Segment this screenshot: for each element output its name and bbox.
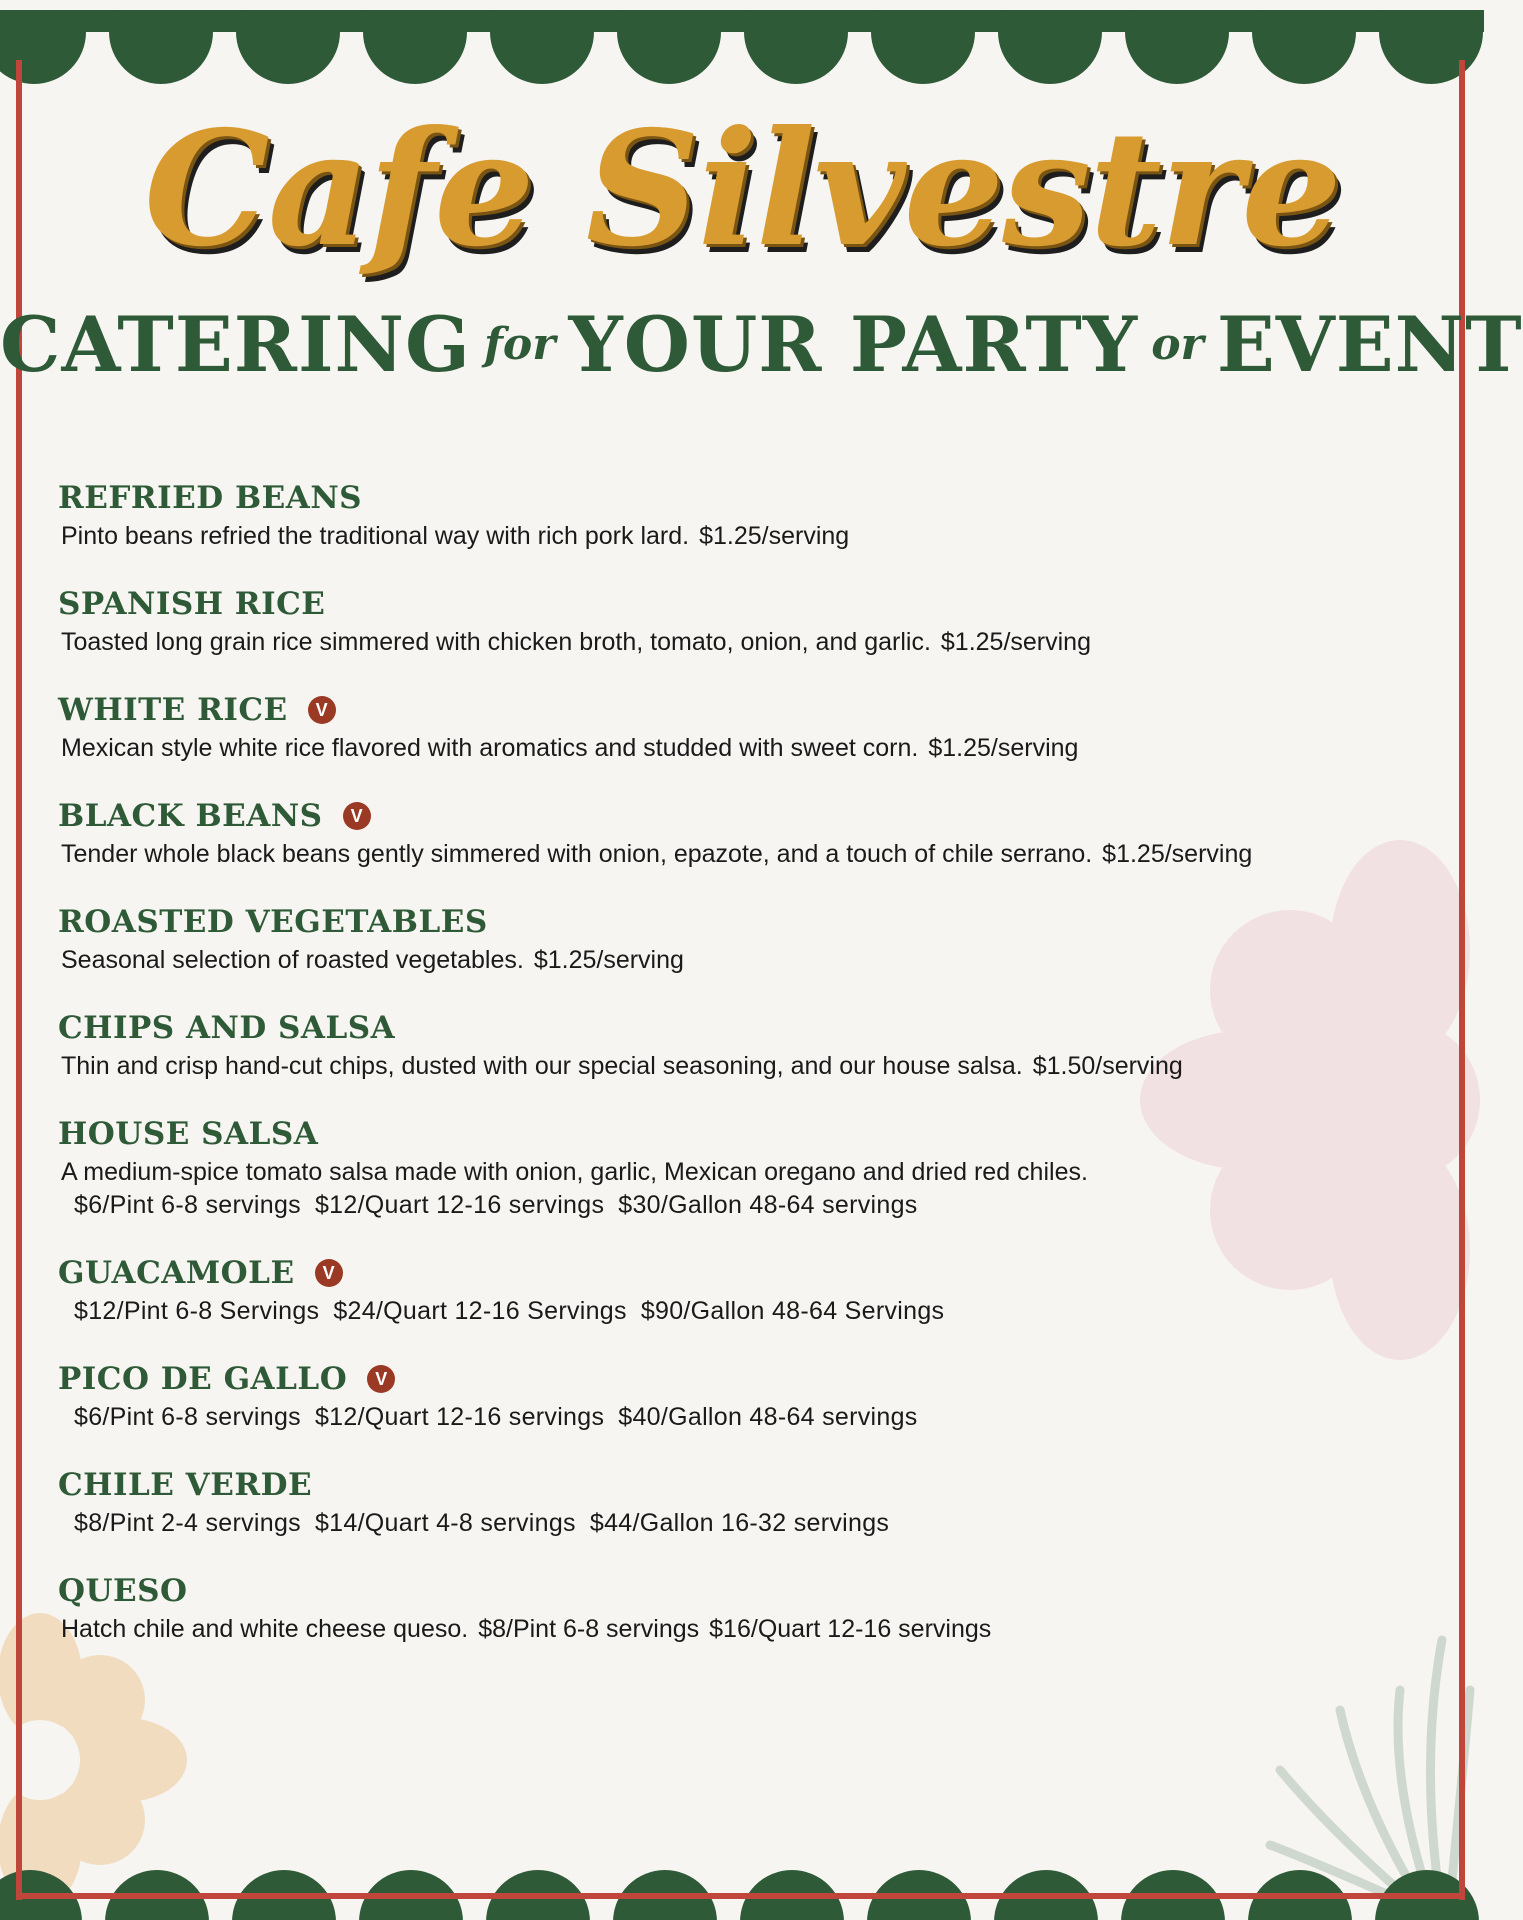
item-price: $1.25/serving bbox=[699, 522, 850, 550]
item-price: $1.25/serving bbox=[1102, 840, 1253, 868]
menu-item-spanish-rice bbox=[58, 582, 1418, 659]
item-price: $1.25/serving bbox=[533, 946, 684, 974]
item-name: QUESO bbox=[58, 1573, 188, 1609]
item-name: GUACAMOLE bbox=[58, 1255, 295, 1291]
price-pint: $6/Pint 6-8 servings bbox=[74, 1403, 301, 1431]
vegetarian-badge-icon: V bbox=[315, 1259, 343, 1287]
item-price: $1.25/serving bbox=[928, 734, 1079, 762]
price-gallon: $30/Gallon 48-64 servings bbox=[618, 1191, 918, 1219]
tagline-catering: CATERING bbox=[0, 300, 471, 389]
price-gallon: $90/Gallon 48-64 Servings bbox=[640, 1297, 945, 1325]
item-name: WHITE RICE bbox=[58, 692, 288, 728]
item-name: CHIPS AND SALSA bbox=[58, 1010, 396, 1046]
item-description: Tender whole black beans gently simmered with onion, epazote, and a touch of chile serrano. $1.25/serving bbox=[61, 840, 1253, 868]
price-quart: $24/Quart 12-16 Servings bbox=[333, 1297, 627, 1325]
menu-item-chile-verde bbox=[58, 1463, 1418, 1540]
item-name: SPANISH RICE bbox=[58, 586, 326, 622]
tagline-for: for bbox=[483, 319, 556, 370]
price-pint: $12/Pint 6-8 Servings bbox=[74, 1297, 320, 1325]
item-price-quart: $16/Quart 12-16 servings bbox=[709, 1615, 992, 1643]
item-name: PICO DE GALLO bbox=[58, 1361, 348, 1397]
item-description: Mexican style white rice flavored with aromatics and studded with sweet corn. $1.25/serving bbox=[61, 734, 1079, 762]
brand-logo: Cafe Silvestre bbox=[144, 97, 1340, 282]
item-name: BLACK BEANS bbox=[58, 798, 323, 834]
tagline-your-party: YOUR PARTY bbox=[568, 300, 1139, 389]
menu-list bbox=[58, 476, 1418, 1675]
item-price-options bbox=[58, 1507, 1418, 1540]
menu-item-guacamole bbox=[58, 1251, 1418, 1328]
item-name: HOUSE SALSA bbox=[58, 1116, 319, 1152]
item-price: $1.25/serving bbox=[940, 628, 1091, 656]
item-price: $1.50/serving bbox=[1032, 1052, 1183, 1080]
tagline-event: EVENT bbox=[1216, 300, 1523, 389]
item-name: ROASTED VEGETABLES bbox=[58, 904, 488, 940]
item-description: A medium-spice tomato salsa made with onion, garlic, Mexican oregano and dried red chiles. bbox=[61, 1158, 1088, 1186]
vegetarian-badge-icon: V bbox=[343, 802, 371, 830]
item-description: Pinto beans refried the traditional way with rich pork lard. $1.25/serving bbox=[61, 522, 850, 550]
menu-item-chips-and-salsa bbox=[58, 1006, 1418, 1083]
item-price-options bbox=[58, 1295, 1418, 1328]
item-name: REFRIED BEANS bbox=[58, 480, 363, 516]
item-price: $8/Pint 6-8 servings bbox=[478, 1615, 700, 1643]
price-quart: $14/Quart 4-8 servings bbox=[314, 1509, 576, 1537]
price-quart: $12/Quart 12-16 servings bbox=[314, 1403, 605, 1431]
price-pint: $6/Pint 6-8 servings bbox=[74, 1191, 301, 1219]
frame-border-bottom bbox=[16, 1893, 1465, 1899]
menu-item-pico-de-gallo bbox=[58, 1357, 1418, 1434]
item-description: Hatch chile and white cheese queso. $8/Pint 6-8 servings $16/Quart 12-16 servings bbox=[61, 1615, 992, 1643]
menu-item-white-rice bbox=[58, 688, 1418, 765]
grass-leaves-icon bbox=[1270, 1640, 1470, 1900]
item-price-options bbox=[58, 1401, 1418, 1434]
item-description: Toasted long grain rice simmered with chicken broth, tomato, onion, and garlic. $1.25/serving bbox=[61, 628, 1091, 656]
tagline-or: or bbox=[1151, 319, 1204, 370]
item-name: CHILE VERDE bbox=[58, 1467, 313, 1503]
header bbox=[0, 80, 1523, 410]
menu-item-house-salsa bbox=[58, 1112, 1418, 1222]
price-pint: $8/Pint 2-4 servings bbox=[74, 1509, 301, 1537]
menu-item-black-beans bbox=[58, 794, 1418, 871]
vegetarian-badge-icon: V bbox=[308, 696, 336, 724]
price-quart: $12/Quart 12-16 servings bbox=[314, 1191, 605, 1219]
item-price-options bbox=[58, 1189, 1418, 1222]
menu-item-roasted-vegetables bbox=[58, 900, 1418, 977]
menu-item-queso bbox=[58, 1569, 1418, 1646]
item-description: Seasonal selection of roasted vegetables. $1.25/serving bbox=[61, 946, 684, 974]
vegetarian-badge-icon: V bbox=[367, 1365, 395, 1393]
item-description: Thin and crisp hand-cut chips, dusted with our special seasoning, and our house salsa. $1.50/serving bbox=[61, 1052, 1183, 1080]
tagline bbox=[0, 300, 1523, 389]
price-gallon: $40/Gallon 48-64 servings bbox=[618, 1403, 918, 1431]
menu-item-refried-beans bbox=[58, 476, 1418, 553]
price-gallon: $44/Gallon 16-32 servings bbox=[589, 1509, 890, 1537]
